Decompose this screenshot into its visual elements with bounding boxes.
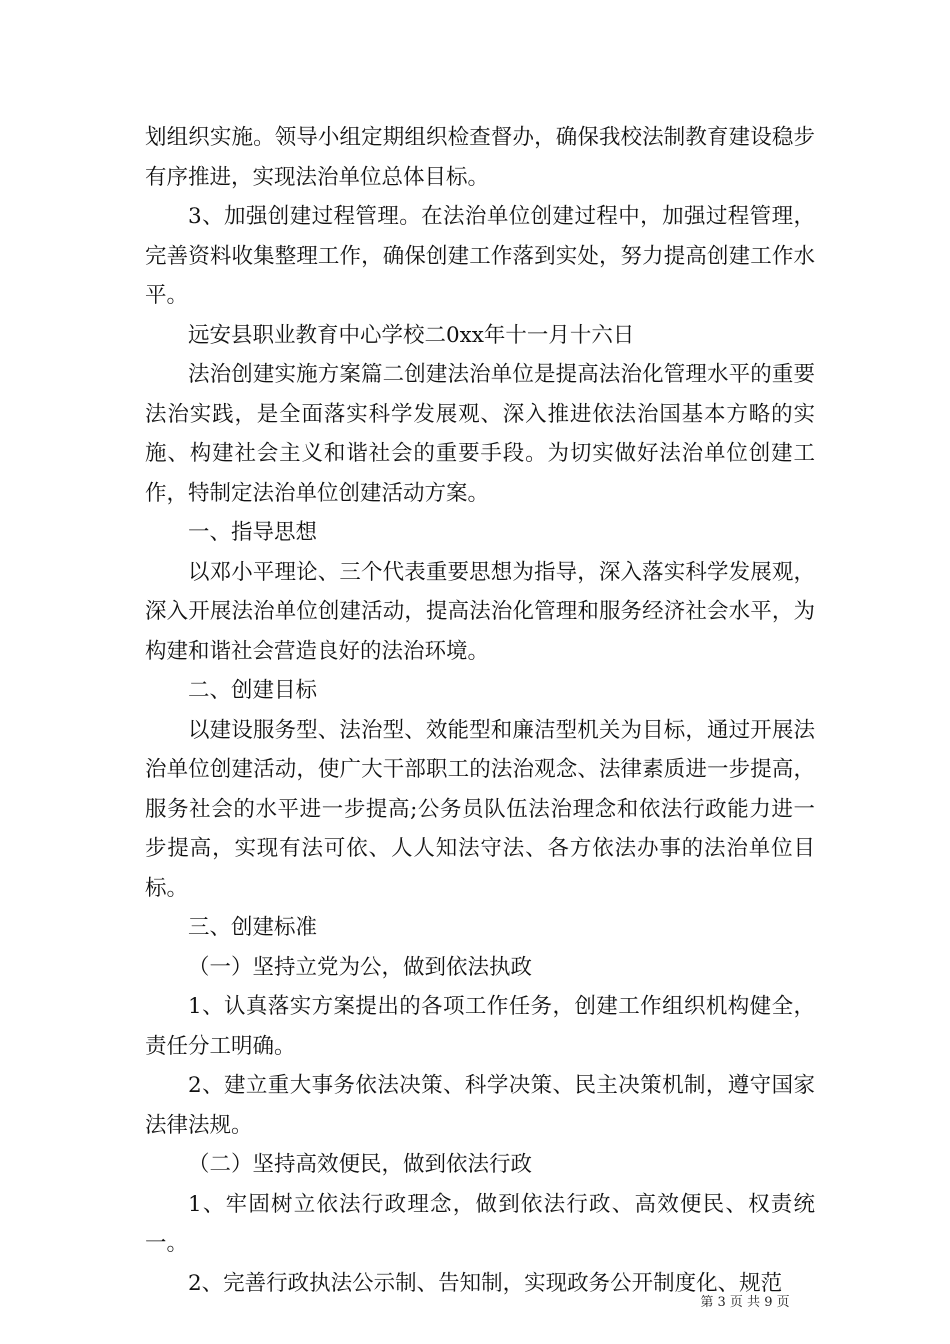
document-body	[145, 118, 815, 1303]
paragraph: 3、加强创建过程管理。在法治单位创建过程中，加强过程管理，完善资料收集整理工作，确保创建工作落到实处，努力提高创建工作水平。	[145, 204, 815, 308]
page-footer	[0, 1291, 950, 1310]
paragraph: 以邓小平理论、三个代表重要思想为指导，深入落实科学发展观，深入开展法治单位创建活动，提高法治化管理和服务经济社会水平，为构建和谐社会营造良好的法治环境。	[145, 559, 815, 664]
page-number: 第 3 页 共 9 页	[700, 1295, 790, 1310]
subsection-heading: （二）坚持高效便民，做到依法行政	[188, 1152, 533, 1177]
paragraph: 1、牢固树立依法行政理念，做到依法行政、高效便民、权责统一。	[145, 1191, 815, 1256]
section-heading: 一、指导思想	[188, 520, 318, 545]
paragraph: 2、完善行政执法公示制、告知制，实现政务公开制度化、规范	[188, 1270, 783, 1296]
section-heading: 二、创建目标	[188, 678, 318, 703]
paragraph: 以建设服务型、法治型、效能型和廉洁型机关为目标，通过开展法治单位创建活动，使广大干部职工的法治观念、法律素质进一步提高，服务社会的水平进一步提高;公务员队伍法治理念和依法行政能力进一步提高，实现有法可依、人人知法守法、各方依法办事的法治单位目标。	[145, 717, 815, 901]
paragraph-signature: 远安县职业教育中心学校二0xx年十一月十六日	[188, 322, 635, 348]
paragraph: 法治创建实施方案篇二创建法治单位是提高法治化管理水平的重要法治实践，是全面落实科学发展观、深入推进依法治国基本方略的实施、构建社会主义和谐社会的重要手段。为切实做好法治单位创建工作，特制定法治单位创建活动方案。	[145, 362, 815, 506]
paragraph: 2、建立重大事务依法决策、科学决策、民主决策机制，遵守国家法律法规。	[145, 1073, 815, 1138]
paragraph: 划组织实施。领导小组定期组织检查督办，确保我校法制教育建设稳步有序推进，实现法治单位总体目标。	[145, 125, 815, 190]
subsection-heading: （一）坚持立党为公，做到依法执政	[188, 954, 533, 980]
paragraph: 1、认真落实方案提出的各项工作任务，创建工作组织机构健全，责任分工明确。	[145, 994, 815, 1059]
section-heading: 三、创建标准	[188, 915, 318, 940]
